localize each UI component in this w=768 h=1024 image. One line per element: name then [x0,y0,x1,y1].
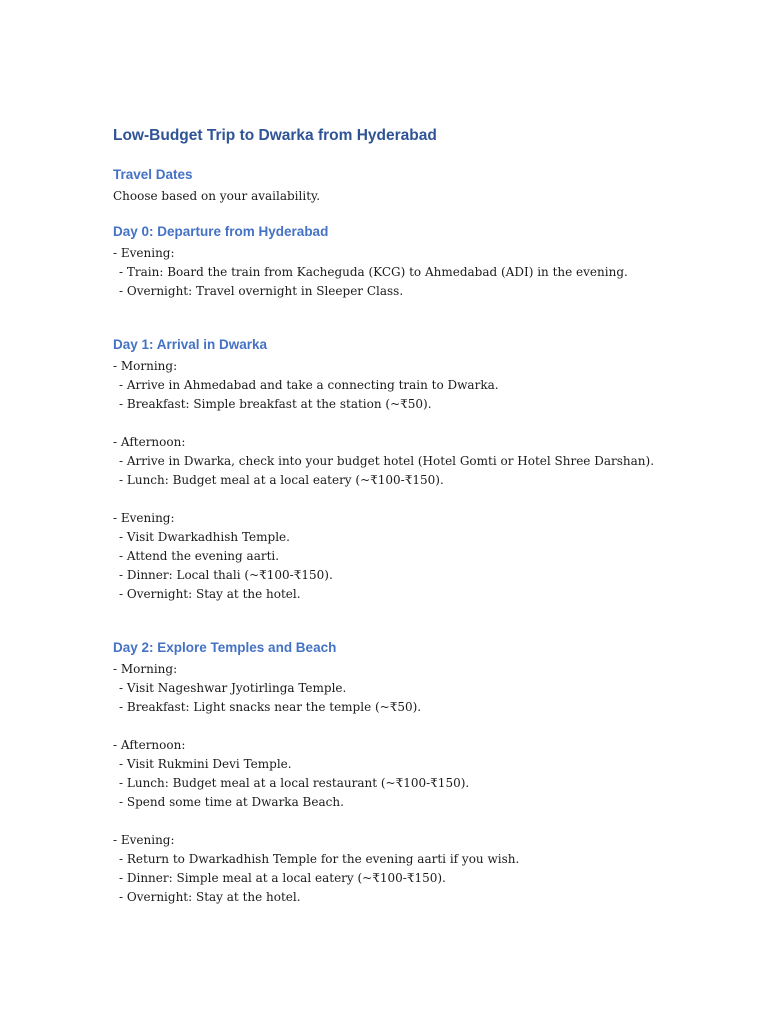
day1-afternoon-item: - Lunch: Budget meal at a local eatery (~₹100-₹150). [119,473,444,487]
document-title: Low-Budget Trip to Dwarka from Hyderabad [113,127,437,144]
day1-morning-label: - Morning: [113,359,178,373]
day0-evening-label: - Evening: [113,246,175,260]
day1-afternoon-item: - Arrive in Dwarka, check into your budget hotel (Hotel Gomti or Hotel Shree Darshan). [119,454,655,468]
day0-heading: Day 0: Departure from Hyderabad [113,224,329,239]
day2-evening-item: - Return to Dwarkadhish Temple for the evening aarti if you wish. [119,852,520,866]
day0-overnight-line: - Overnight: Travel overnight in Sleeper Class. [119,284,404,298]
day2-morning-item: - Breakfast: Light snacks near the temple (~₹50). [119,700,422,714]
day1-morning-item: - Breakfast: Simple breakfast at the station (~₹50). [119,397,432,411]
day2-afternoon-item: - Spend some time at Dwarka Beach. [119,795,344,809]
day2-afternoon-label: - Afternoon: [113,738,186,752]
day1-evening-label: - Evening: [113,511,175,525]
day1-evening-item: - Dinner: Local thali (~₹100-₹150). [119,568,333,582]
day1-evening-item: - Visit Dwarkadhish Temple. [119,530,290,544]
day1-evening-item: - Overnight: Stay at the hotel. [119,587,301,601]
day2-morning-label: - Morning: [113,662,178,676]
day2-afternoon-item: - Visit Rukmini Devi Temple. [119,757,292,771]
day2-evening-item: - Dinner: Simple meal at a local eatery (~₹100-₹150). [119,871,446,885]
day2-evening-item: - Overnight: Stay at the hotel. [119,890,301,904]
document-page [113,124,733,907]
day1-afternoon-label: - Afternoon: [113,435,186,449]
travel-dates-text: Choose based on your availability. [113,189,321,203]
day1-morning-item: - Arrive in Ahmedabad and take a connecting train to Dwarka. [119,378,499,392]
day0-train-line: - Train: Board the train from Kacheguda (KCG) to Ahmedabad (ADI) in the evening. [119,265,628,279]
day2-evening-label: - Evening: [113,833,175,847]
day2-heading: Day 2: Explore Temples and Beach [113,640,337,655]
day2-morning-item: - Visit Nageshwar Jyotirlinga Temple. [119,681,347,695]
day1-evening-item: - Attend the evening aarti. [119,549,280,563]
travel-dates-heading: Travel Dates [113,167,193,182]
day1-heading: Day 1: Arrival in Dwarka [113,337,268,352]
day2-afternoon-item: - Lunch: Budget meal at a local restaurant (~₹100-₹150). [119,776,470,790]
